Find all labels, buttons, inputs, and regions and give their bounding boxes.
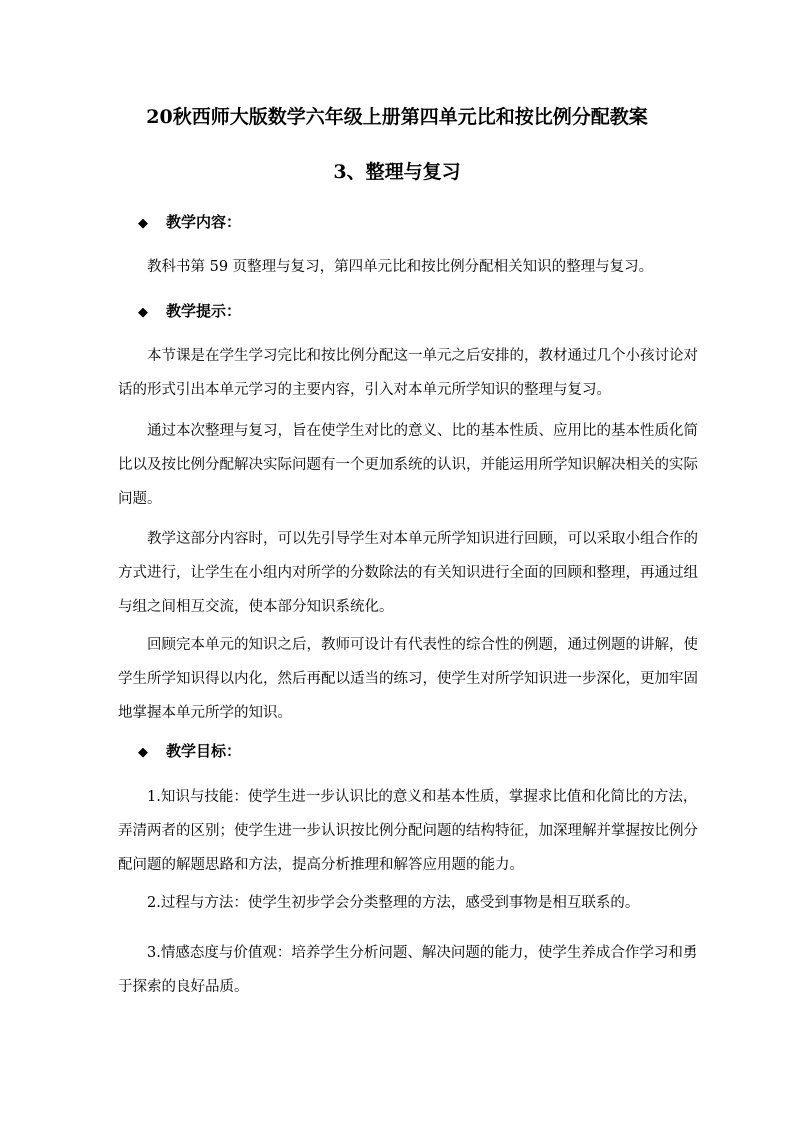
section-heading-goals xyxy=(138,741,241,763)
section-heading-label: 教学内容： xyxy=(166,213,242,231)
section-heading-label: 教学提示： xyxy=(166,302,242,320)
paragraph xyxy=(118,250,678,284)
paragraph-line: 学生所学知识得以内化，然后再配以适当的练习，使学生对所学知识进一步深化，更加牢固 xyxy=(118,671,698,687)
paragraph xyxy=(118,936,698,1004)
paragraph xyxy=(118,339,698,407)
paragraph-line: 弄清两者的区别；使学生进一步认识按比例分配问题的结构特征，加深理解并掌握按比例分 xyxy=(118,823,698,839)
paragraph-line: 通过本次整理与复习，旨在使学生对比的意义、比的基本性质、应用比的基本性质化简 xyxy=(147,423,698,439)
paragraph-line: 本节课是在学生学习完比和按比例分配这一单元之后安排的，教材通过几个小孩讨论对 xyxy=(147,348,698,364)
paragraph-line: 于探索的良好品质。 xyxy=(118,979,249,995)
paragraph-line: 方式进行，让学生在小组内对所学的分数除法的有关知识进行全面的回顾和整理，再通过组 xyxy=(118,565,698,581)
paragraph-line: 2.过程与方法：使学生初步学会分类整理的方法，感受到事物是相互联系的。 xyxy=(147,895,640,911)
paragraph-line: 3.情感态度与价值观：培养学生分析问题、解决问题的能力，使学生养成合作学习和勇 xyxy=(147,945,698,961)
paragraph-line: 1.知识与技能：使学生进一步认识比的意义和基本性质，掌握求比值和化简比的方法， xyxy=(147,789,698,805)
paragraph-line: 比以及按比例分配解决实际问题有一个更加系统的认识，并能运用所学知识解决相关的实际 xyxy=(118,457,698,473)
paragraph xyxy=(118,628,698,730)
diamond-bullet-icon: ◆ xyxy=(138,305,148,320)
paragraph xyxy=(118,780,698,882)
paragraph-line: 配问题的解题思路和方法，提高分析推理和解答应用题的能力。 xyxy=(118,857,524,873)
section-heading-content xyxy=(138,212,241,234)
paragraph xyxy=(118,414,698,516)
paragraph-line: 地掌握本单元所学的知识。 xyxy=(118,705,292,721)
paragraph-line: 与组之间相互交流，使本部分知识系统化。 xyxy=(118,599,394,615)
paragraph-line: 回顾完本单元的知识之后，教师可设计有代表性的综合性的例题，通过例题的讲解，使 xyxy=(147,637,698,653)
document-subtitle: 3、整理与复习 xyxy=(333,161,461,183)
paragraph-line: 教科书第 59 页整理与复习，第四单元比和按比例分配相关知识的整理与复习。 xyxy=(147,259,654,275)
paragraph-line: 问题。 xyxy=(118,491,162,507)
paragraph xyxy=(118,522,698,624)
section-heading-label: 教学目标： xyxy=(166,742,242,760)
section-heading-tips xyxy=(138,301,241,323)
paragraph-line: 话的形式引出本单元学习的主要内容，引入对本单元所学知识的整理与复习。 xyxy=(118,382,611,398)
paragraph-line: 教学这部分内容时，可以先引导学生对本单元所学知识进行回顾，可以采取小组合作的 xyxy=(147,531,698,547)
document-title: 20秋西师大版数学六年级上册第四单元比和按比例分配教案 xyxy=(146,106,648,128)
diamond-bullet-icon: ◆ xyxy=(138,745,148,760)
diamond-bullet-icon: ◆ xyxy=(138,216,148,231)
paragraph xyxy=(118,886,678,920)
